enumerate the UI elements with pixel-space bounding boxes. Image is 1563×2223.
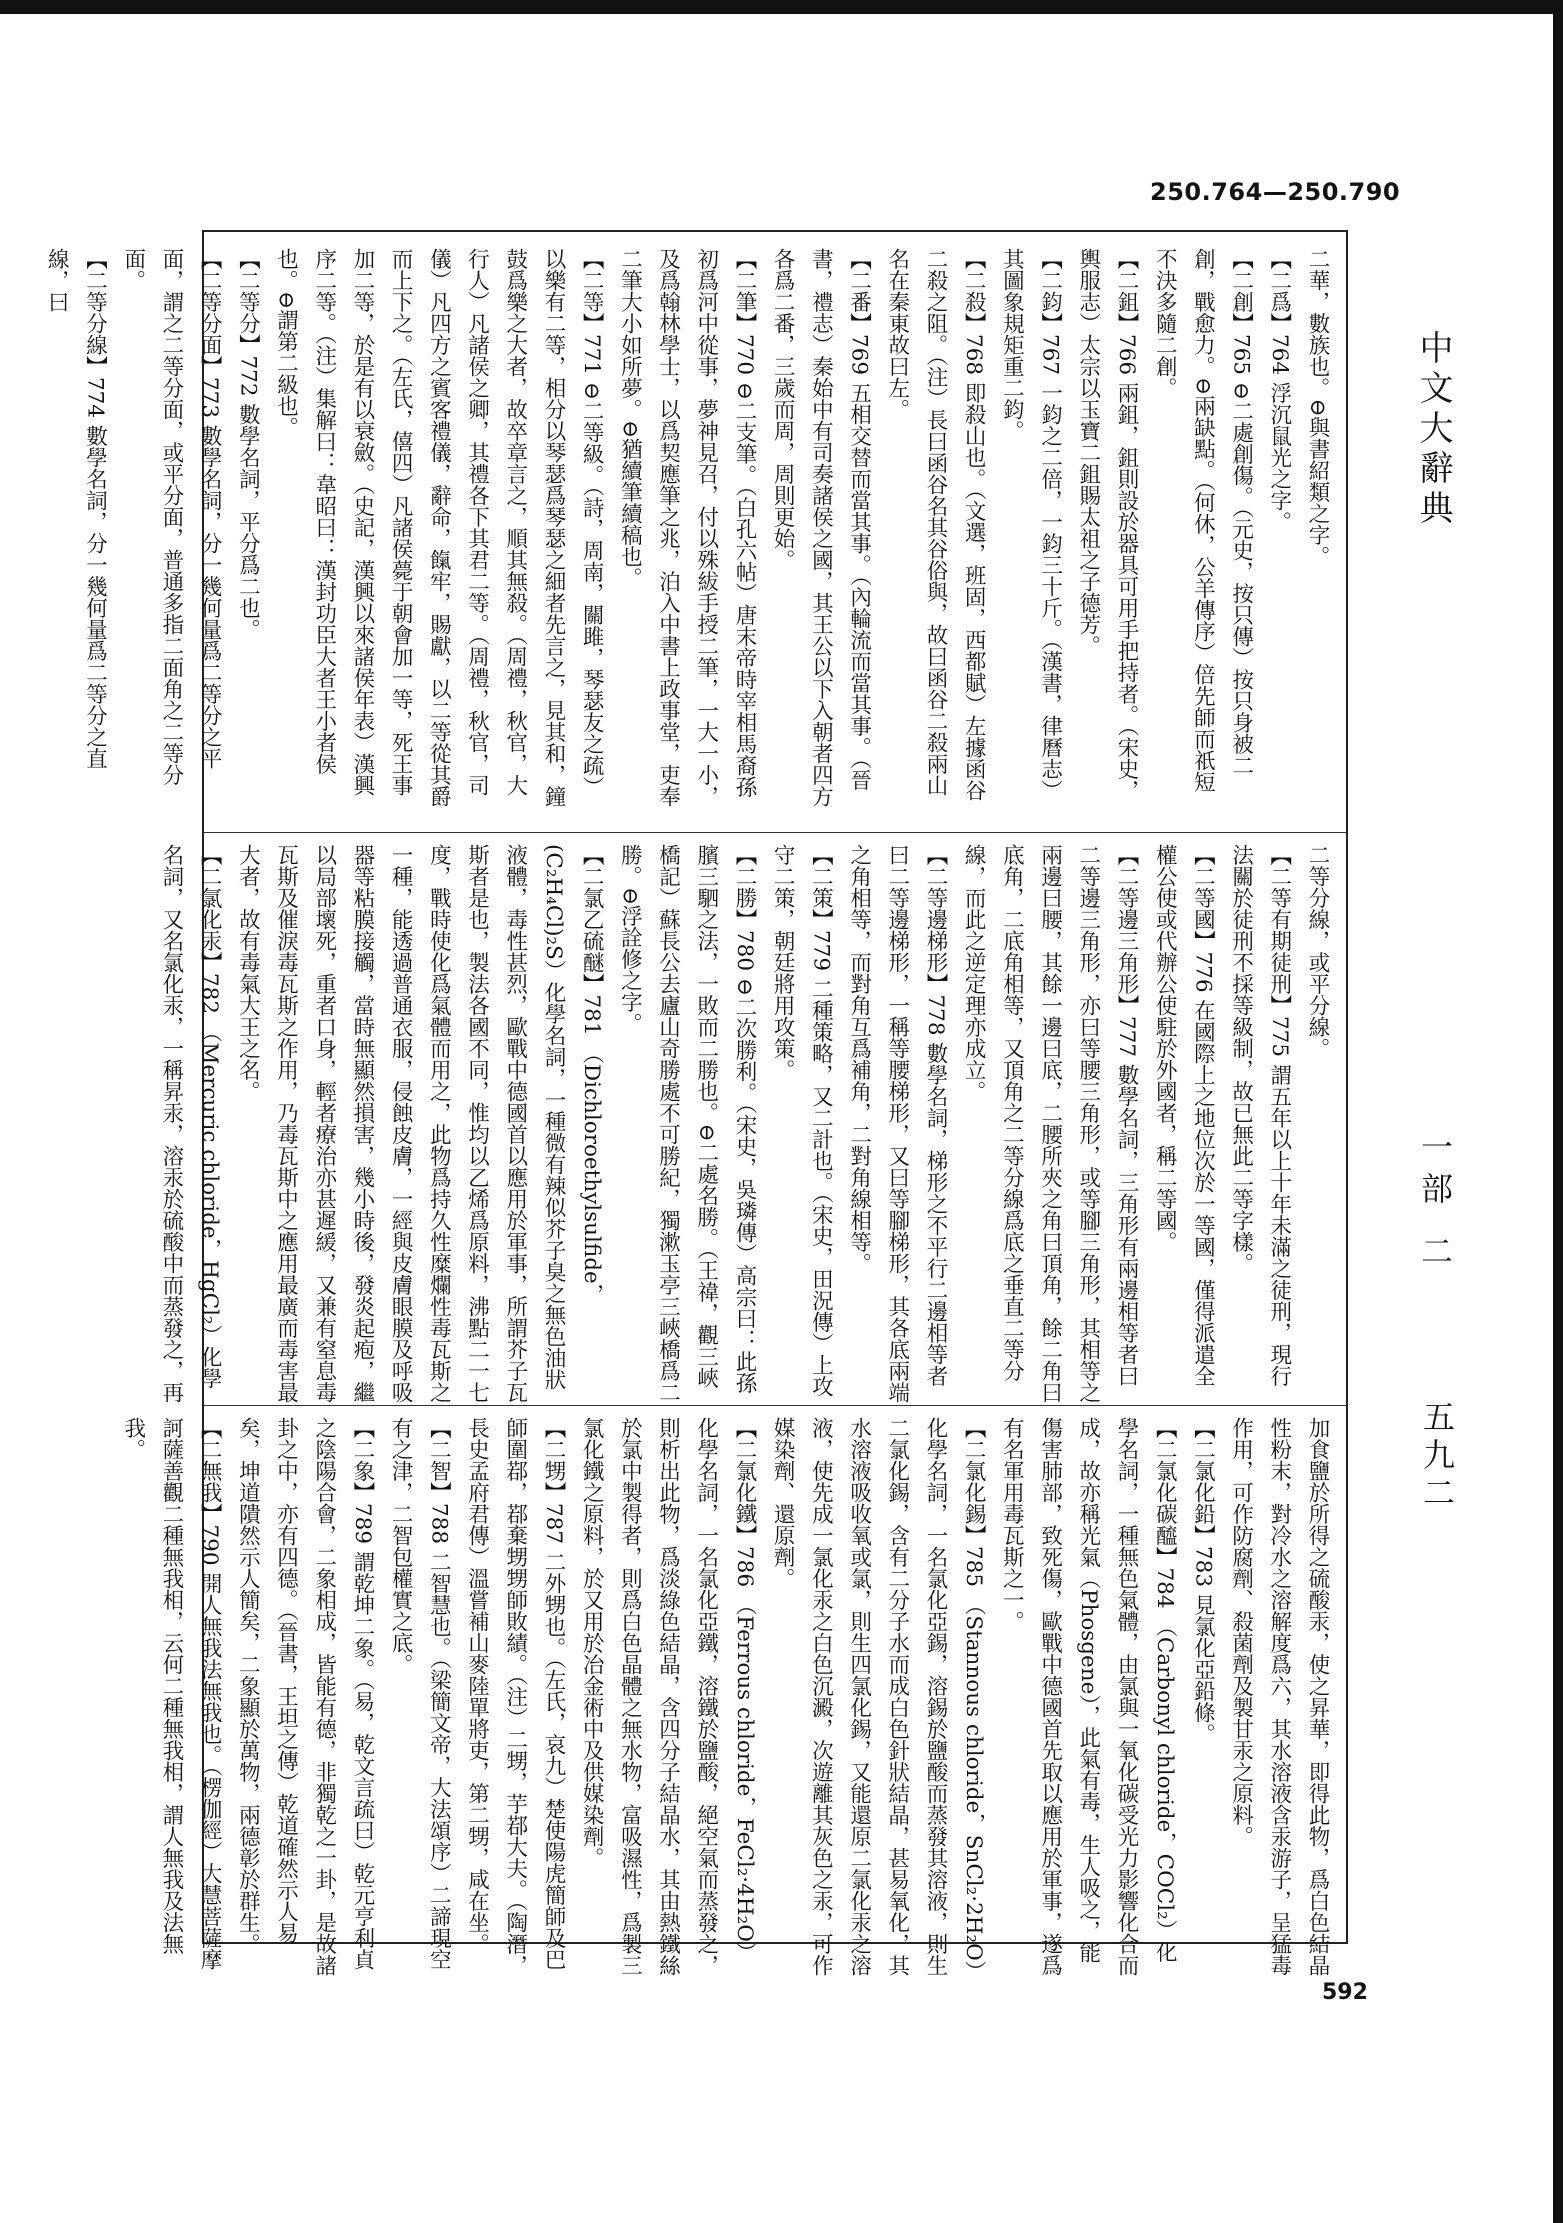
page-number: 592: [1322, 1980, 1368, 2005]
dictionary-entry: 【二番】769 五相交替而當其事。（內輪流而當其事。（晉書，禮志）秦始中有司奏諸侯之國，其王公以下入朝者四方各爲二番，三歲而周，周則更始。: [770, 248, 872, 807]
running-head-title: 中文大辭典: [1413, 330, 1453, 530]
dictionary-entry: 【二殺】768 即殺山也。（文選，班固，西都賦）左據函谷二殺之阻。（注）長曰函谷名其谷俗與，故曰函谷二殺兩山名在秦東故曰左。: [884, 248, 987, 802]
dictionary-entry: 【二無我】790 開人無我法無我也。（楞伽經）大慧菩薩摩訶薩善觀二種無我相，云何二種無我相，謂人無我及法無我。: [120, 1417, 223, 1971]
page-number-chinese: 五九二: [1418, 1400, 1456, 1514]
dictionary-entry: 【二爲】764 浮沉鼠光之字。: [1266, 248, 1292, 533]
dictionary-entry: 【二等有期徒刑】775 謂五年以上十年未滿之徒刑，現行法關於徒刑不採等級制，故已無此二等字樣。: [1228, 844, 1292, 1387]
dictionary-entry: 【二鈞】767 一鈞之二倍，一鈞三十斤。（漢書，律曆志）其圖象規矩重二鈞。: [999, 248, 1063, 802]
dictionary-entry: 【二筆】770 ⊖二支筆。（白孔六帖）唐末帝時宰相馬裔孫初爲河中從事，夢神見召，付以殊紱手授二筆，一大一小，及爲翰林學士，以爲契應筆之兆，泊入中書上政事堂，吏奉二筆大小如所夢。⊖猶續筆續稿也。: [617, 248, 757, 807]
dictionary-entry: 【二創】765 ⊖二處創傷。（元史，按只傳）按只身被二創，戰愈力。⊖兩缺點。（何休，公羊傳序）倍先師而祇短不決多隨二創。: [1152, 248, 1254, 793]
text-frame: [44, 230, 1348, 1976]
dictionary-entry: 【二勝】780 ⊖二次勝利。（宋史，吳璘傳）高宗曰：此孫臏三駟之法，一敗而二勝也。⊖二處名勝。（王禕，觀三峽橋記）蘇長公去廬山奇勝處不可勝紀，獨漱玉亭三峽橋爲二勝。⊖浮詮修之字。: [617, 844, 757, 1403]
text-panel-middle: [158, 844, 1336, 1406]
dictionary-entry: 【二等國】776 在國際上之地位次於一等國，僅得派遣全權公使或代辦公使駐於外國者，稱二等國。: [1152, 844, 1216, 1387]
dictionary-entry: 【二鉏】766 兩鉏，鉏則設於器具可用手把持者。（宋史，輿服志）太宗以玉寶二鉏賜太祖之子德芳。: [1075, 248, 1139, 802]
dictionary-entry: 【二等邊三角形】777 數學名詞，三角形有兩邊相等者曰二等邊三角形，亦曰等腰三角形，或等腳三角形，其相等之兩邊曰腰，其餘一邊曰底，二腰所夾之角曰頂角，餘二角曰底角，二底角相等，又頂角之二等分線爲底之垂直二等分線，而此之逆定理亦成立。: [961, 844, 1139, 1403]
continued-text: 二華，數族也。⊖與書紹類之字。: [1305, 248, 1330, 568]
dictionary-entry: 【二智】788 二智慧也。（梁簡文帝，大法頌序）二諦現空有之津，二智包權實之底。: [388, 1417, 452, 1971]
text-panel-upper: [44, 248, 1336, 810]
dictionary-entry: 【二等分】772 數學名詞，平分爲二也。: [235, 248, 261, 640]
dictionary-entry: 【二氯化鉛】783 見氯化亞鉛條。: [1190, 1417, 1216, 1745]
dictionary-entry: 【二等分線】774 數學名詞，分一幾何量爲二等分之直線，曰: [44, 248, 108, 769]
dictionary-entry: 【二象】789 謂乾坤二象。（易，乾文言疏曰）乾元亨利貞之陰陽合會，二象相成，皆能有德，非獨乾之一卦，是故諸卦之中，亦有四德。（晉書，王坦之傳）乾道確然示人易矣，坤道隤然示人簡矣，二象顯於萬物，兩德彰於群生。: [235, 1417, 375, 1976]
dictionary-entry: 【二等分面】773 數學名詞，分一幾何量爲二等分之平面，謂之二等分面，或平分面，普通多指二面角之二等分面。: [120, 248, 223, 786]
dictionary-entry: 【二氯化汞】782 （Mercuric chloride，HgCl₂）化學名詞，又名氯化汞，一稱昇汞，溶汞於硫酸中而蒸發之，再: [158, 844, 223, 1403]
continued-text: 二等分線，或平分線。: [1305, 844, 1330, 1059]
dictionary-entry: 【二氯化錫】785 （Stannous chloride，SnCl₂·2H₂O）化學名詞，一名氯化亞錫，溶錫於鹽酸而蒸發其溶液，則生二氯化錫，含有二分子水而成白色針狀結晶，甚易氧化，其水溶液吸收氧或氯，則生四氯化錫，又能還原二氯化汞之溶液，使先成一氯化汞之白色沉澱，次遊離其灰色之汞，可作媒染劑、還原劑。: [770, 1417, 987, 1976]
dictionary-entry: 【二甥】787 二外甥也。（左氏，哀九）楚使陽虎簡師及巴師圍鄀，鄀棄甥甥師敗績。（注）二甥，芋鄀大夫。（陶潛，長史孟府君傳）溫嘗補山麥陸單將吏，第二甥，咸在坐。: [464, 1417, 566, 1976]
scan-edge-right: [1553, 0, 1563, 2223]
radical-section-label: 一部 二: [1416, 1130, 1454, 1277]
continued-text: 加食鹽於所得之硫酸汞，使之昇華，即得此物，爲白色結晶性粉末，對冷水之溶解度爲六，其水溶液含汞游子，呈猛毒作用，可作防腐劑、殺菌劑及製甘汞之原料。: [1228, 1417, 1330, 1976]
dictionary-entry: 【二氯化碳醯】784 （Carbonyl chloride，COCl₂）化學名詞，一種無色氣體，由氯與一氧化碳受光力影響化合而成，故亦稱光氣（Phosgene），此氣有毒，生人吸之，能傷害肺部，致死傷，歐戰中德國首先取以應用於軍事，遂爲有名軍用毒瓦斯之一。: [999, 1417, 1178, 1976]
dictionary-entry: 【二等】771 ⊖二等級。（詩，周南，關雎，琴瑟友之疏）以樂有二等，相分以琴瑟爲琴瑟之細者先言之，見其和，鐘鼓爲樂之大者，故卒章言之，順其無殺。（周禮，秋官，大行人）凡諸侯之卿，其禮各下其君二等。（周禮，秋官，司儀）凡四方之賓客禮儀，辭命，餼牢，賜獻，以二等從其爵而上下之。（左氏，僖四）凡諸侯薨于朝會加一等，死王事加二等，於是有以衰斂。（史記，漢興以來諸侯年表）漢興序二等。（注）集解曰：韋昭曰：漢封功臣大者王小者侯也。⊖謂第二級也。: [273, 248, 605, 807]
entry-range-header: 250.764—250.790: [1150, 178, 1401, 206]
dictionary-entry: 【二策】779 二種策略，又二計也。（宋史，田況傳）上攻守二策，朝廷將用攻策。: [770, 844, 834, 1398]
text-panel-lower: [120, 1417, 1336, 1979]
dictionary-entry: 【二氯乙硫醚】781 （Dichloroethylsulfide，(C₂H₄Cl)₂S）化學名詞，一種微有辣似芥子臭之無色油狀液體，毒性甚烈，歐戰中德國首以應用於軍事，所謂芥子瓦斯者是也，製法各國不同，惟均以乙烯爲原料，沸點二一七度，戰時使化爲氣體而用之，此物爲持久性糜爛性毒瓦斯之一種，能透過普通衣服，侵蝕皮膚，一經與皮膚眼膜及呼吸器等粘膜接觸，當時無顯然損害，幾小時後，發炎起疱，繼以局部壞死，重者口身，輕者療治亦甚遲緩，又兼有窒息毒瓦斯及催淚毒瓦斯之作用，乃毒瓦斯中之應用最廣而毒害最大者，故有毒氣大王之名。: [235, 844, 605, 1403]
dictionary-entry: 【二等邊梯形】778 數學名詞，梯形之不平行二邊相等者曰二等邊梯形，一稱等腰梯形，又曰等腳梯形，其各底兩端之角相等，而對角互爲補角，二對角線相等。: [846, 844, 948, 1403]
scan-edge-top: [0, 0, 1563, 14]
panel-divider: [204, 832, 1346, 833]
dictionary-entry: 【二氯化鐵】786 （Ferrous chloride，FeCl₂·4H₂O）化學名詞，一名氯化亞鐵，溶鐵於鹽酸，絕空氣而蒸發之，則析出此物，爲淡綠色結晶，含四分子結晶水，其由熱鐵絲於氯中製得者，則爲白色晶體之無水物，富吸濕性，爲製三氯化鐵之原料，於又用於冶金術中及供媒染劑。: [579, 1417, 757, 1976]
